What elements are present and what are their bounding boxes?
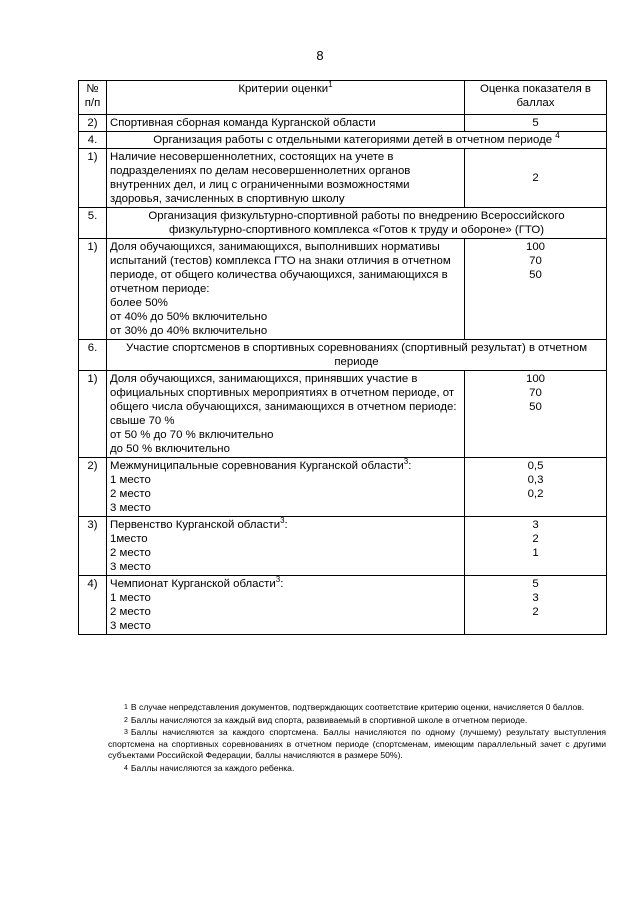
section-title-sup: 4	[555, 131, 560, 141]
footnote-text: Баллы начисляются за каждого спортсмена. Баллы начисляются по одному (лучшему) результату выступления спортсмена на спортивных соревнованиях в отчетном периоде (спортсменам, имеющим параллельный зачет с другими субъектами Российской Федерации, баллы начисляются в размере 50%).	[108, 727, 606, 761]
list-item: 1 место	[110, 474, 151, 486]
table-header-row	[79, 81, 607, 115]
row-scores	[465, 458, 607, 517]
header-criteria-sup: 1	[328, 80, 333, 90]
score-value: 3	[532, 592, 539, 604]
section-row	[79, 208, 607, 239]
score-value: 50	[529, 269, 542, 281]
row-criteria-text: Доля обучающихся, занимающихся, выполнивших нормативы испытаний (тестов) комплекса ГТО на знаки отличия в отчетном периоде, от общего количества обучающихся, занимающихся в отчетном периоде:	[110, 241, 451, 295]
row-num: 2)	[79, 458, 107, 517]
row-criteria: Спортивная сборная команда Курганской области	[107, 115, 465, 132]
row-criteria-title	[110, 577, 461, 591]
list-item: от 30% до 40% включительно	[110, 325, 268, 337]
row-num: 3)	[79, 517, 107, 576]
row-criteria-suffix: :	[284, 519, 288, 531]
row-criteria-sup: 3	[280, 516, 285, 526]
list-item: 3 место	[110, 620, 151, 632]
list-item: 1 место	[110, 592, 151, 604]
row-criteria	[107, 576, 465, 635]
row-criteria-title	[110, 518, 461, 532]
list-item: до 50 % включительно	[110, 443, 230, 455]
table-row	[79, 458, 607, 517]
row-num: 1)	[79, 371, 107, 458]
list-item: 3 место	[110, 502, 151, 514]
row-scores	[465, 371, 607, 458]
row-scores	[465, 517, 607, 576]
row-criteria	[107, 371, 465, 458]
row-criteria-text: Чемпионат Курганской области	[110, 578, 276, 590]
row-criteria	[107, 458, 465, 517]
table-row	[79, 371, 607, 458]
footnote	[108, 727, 606, 762]
section-title: Организация физкультурно-спортивной работы по внедрению Всероссийского физкультурно-спортивного комплекса «Готов к труду и обороне» (ГТО)	[107, 208, 607, 239]
table-row	[79, 576, 607, 635]
row-num: 4)	[79, 576, 107, 635]
row-score: 5	[465, 115, 607, 132]
row-scores	[465, 576, 607, 635]
page-number: 8	[316, 48, 324, 63]
score-value: 5	[532, 578, 539, 590]
section-row	[79, 132, 607, 149]
table-row	[79, 517, 607, 576]
list-item: 1место	[110, 533, 148, 545]
score-value: 2	[532, 606, 539, 618]
footnotes	[108, 702, 606, 776]
footnote-text: Баллы начисляются за каждого ребенка.	[130, 762, 295, 773]
header-criteria	[107, 81, 465, 115]
section-title-text: Организация работы с отдельными категориями детей в отчетном периоде	[153, 134, 553, 146]
row-num: 1)	[79, 149, 107, 208]
footnote-mark: 1	[124, 704, 128, 711]
score-value: 1	[532, 547, 539, 559]
table-row	[79, 239, 607, 340]
row-criteria-text: Межмуниципальные соревнования Курганской области	[110, 460, 404, 472]
footnote	[108, 702, 606, 714]
score-value: 50	[529, 401, 542, 413]
footnote-mark: 3	[124, 729, 128, 737]
header-score: Оценка показателя в баллах	[465, 81, 607, 115]
score-value: 3	[532, 519, 539, 531]
row-criteria-suffix: :	[408, 460, 412, 472]
list-item: от 50 % до 70 % включительно	[110, 429, 274, 441]
section-num: 5.	[79, 208, 107, 239]
row-criteria: Наличие несовершеннолетних, состоящих на учете в подразделениях по делам несовершеннолетних органов внутренних дел, и лиц с ограниченными возможностями здоровья, зачисленных в спортивную школу	[107, 149, 465, 208]
score-value: 100	[525, 241, 545, 253]
list-item: свыше 70 %	[110, 415, 175, 427]
score-value: 0,2	[527, 488, 544, 500]
score-value: 2	[532, 533, 539, 545]
row-criteria-sup: 3	[403, 457, 409, 467]
list-item: 2 место	[110, 547, 151, 559]
score-value: 70	[529, 387, 542, 399]
list-item: 2 место	[110, 606, 151, 618]
row-criteria-text: Доля обучающихся, занимающихся, принявших участие в официальных спортивных мероприятиях в отчетном периоде, от общего числа обучающихся, занимающихся в отчетном периоде:	[110, 373, 457, 413]
row-criteria-suffix: :	[280, 578, 284, 590]
row-criteria	[107, 239, 465, 340]
score-value: 0,3	[527, 474, 544, 486]
row-criteria-text: Первенство Курганской области	[110, 519, 281, 531]
list-item: более 50%	[110, 297, 168, 309]
section-title: Участие спортсменов в спортивных соревнованиях (спортивный результат) в отчетном периоде	[107, 340, 607, 371]
header-num: № п/п	[79, 81, 107, 115]
header-criteria-text: Критерии оценки	[238, 83, 329, 95]
score-value: 100	[525, 373, 545, 385]
list-item: 3 место	[110, 561, 151, 573]
criteria-table	[78, 80, 607, 635]
footnote	[108, 763, 606, 775]
list-item: от 40% до 50% включительно	[110, 311, 268, 323]
footnote-mark: 2	[124, 716, 128, 724]
row-scores	[465, 239, 607, 340]
row-criteria-title	[110, 459, 461, 473]
score-value: 70	[529, 255, 542, 267]
row-criteria	[107, 517, 465, 576]
footnote	[108, 715, 606, 727]
section-row	[79, 340, 607, 371]
section-num: 6.	[79, 340, 107, 371]
section-title	[107, 132, 607, 149]
footnote-text: Баллы начисляются за каждый вид спорта, развиваемый в спортивной школе в отчетном периоде.	[130, 714, 528, 725]
row-criteria-sup: 3	[275, 575, 281, 585]
footnote-text: В случае непредставления документов, подтверждающих соответствие критерию оценки, начисляется 0 баллов.	[130, 702, 585, 712]
score-value: 0,5	[527, 460, 544, 472]
list-item: 2 место	[110, 488, 151, 500]
table-row	[79, 115, 607, 132]
row-num: 2)	[79, 115, 107, 132]
footnote-mark: 4	[124, 764, 128, 772]
row-score: 2	[465, 149, 607, 208]
section-num: 4.	[79, 132, 107, 149]
table-row	[79, 149, 607, 208]
row-num: 1)	[79, 239, 107, 340]
